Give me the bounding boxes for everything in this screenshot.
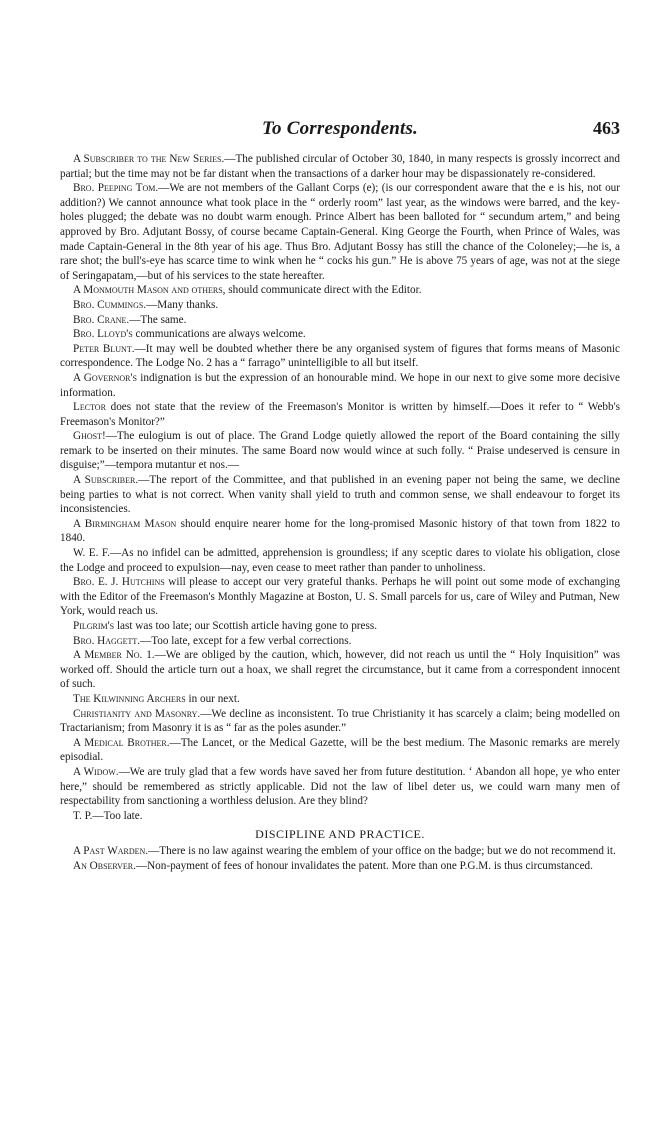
correspondent-name: A Past Warden. (73, 844, 149, 857)
entry-text: —The published circular of October 30, 1840, in many respects is grossly incorrect and partial; but the time may not be far distant when the transactions of a darker hour may be dispassionately re-considered. (60, 153, 620, 180)
entry-text: —Too late. (92, 809, 143, 822)
correspondent-entry (60, 634, 620, 649)
correspondent-name: The Kilwinning Archers (73, 692, 186, 705)
correspondent-entry (60, 707, 620, 736)
correspondent-name: Ghost! (73, 430, 106, 443)
entry-text: indignation is but the expression of an honourable mind. We hope in our next to give some more decisive information. (60, 371, 620, 399)
correspondent-entry (60, 765, 620, 809)
running-title: To Correspondents. (262, 118, 418, 139)
correspondent-name: A Subscriber. (73, 474, 139, 487)
correspondent-entry (60, 546, 620, 575)
entry-text: —Too late, except for a few verbal corrections. (140, 634, 352, 647)
correspondent-name: A Governor's (73, 371, 137, 384)
entry-text: —The report of the Committee, and that published in an evening paper not being the same, we decline being parties to what is not correct. When vanity shall yield to truth and common sense, we shall endeavour to forget its inconsistencies. (60, 474, 620, 516)
correspondent-name: A Birmingham Mason (73, 517, 177, 530)
correspondent-entry (60, 371, 620, 400)
entry-text: should enquire nearer home for the long-promised Masonic history of that town from 1822 to 1840. (60, 517, 620, 545)
correspondent-entry (60, 575, 620, 619)
entry-text: —It may well be doubted whether there be any organised system of figures that forms means of Masonic correspondence. The Lodge No. 2 has a “ farrago” unintelligible to all but itself. (60, 342, 620, 370)
entry-text: communications are always welcome. (132, 328, 306, 341)
correspondent-name: Bro. E. J. Hutchins (73, 576, 165, 589)
entry-text: —We are truly glad that a few words have saved her from future destitution. ‘ Abandon all hope, ye who enter here,” should be remembered as strictly applicable. Did not the law of libel deter us, we could warn many men of respectability from sanctioning a worthless delusion. Are they blind? (60, 765, 620, 808)
correspondent-entry (60, 283, 620, 298)
correspondent-name: Bro. Lloyd's (73, 328, 133, 341)
correspondent-entry (60, 473, 620, 517)
entry-text: —There is no law against wearing the emblem of your office on the badge; but we do not recommend it. (148, 844, 616, 857)
correspondent-entry (60, 517, 620, 546)
correspondent-entry (60, 327, 620, 342)
correspondent-name: A Monmouth Mason and others, (73, 284, 226, 297)
correspondent-name: Bro. Peeping Tom. (73, 182, 159, 195)
correspondent-entry (60, 429, 620, 473)
entry-text: last was too late; our Scottish article having gone to press. (114, 620, 377, 632)
correspondent-name: A Subscriber to the New Series. (73, 153, 225, 165)
correspondent-name: An Observer. (73, 859, 136, 872)
correspondent-entry (60, 181, 620, 283)
correspondent-name: Peter Blunt. (73, 342, 135, 355)
correspondent-name: Pilgrim's (73, 620, 115, 632)
correspondent-entry (60, 342, 620, 371)
entries-list (60, 152, 620, 823)
correspondent-entry (60, 859, 620, 874)
correspondent-name: W. E. F. (73, 547, 110, 560)
page-header (60, 118, 620, 148)
correspondent-entry (60, 298, 620, 313)
correspondent-entry (60, 736, 620, 765)
entry-text: will please to accept our very grateful thanks. Perhaps he will point out some mode of exchanging with the Editor of the Freemason's Monthly Magazine at Boston, U. S. Small parcels for us, care of Wiley and Putman, New York, would reach us. (60, 576, 620, 618)
correspondent-entry (60, 152, 620, 181)
correspondent-entry (60, 400, 620, 429)
correspondent-name: A Widow. (73, 765, 119, 778)
entry-text: does not state that the review of the Freemason's Monitor is written by himself.—Does it refer to “ Webb's Freemason's Monitor?” (60, 401, 620, 428)
entry-text: —We are not members of the Gallant Corps (e); (is our correspondent aware that the e is his, not our addition?) We cannot announce what took place in the “ orderly room” last year, as the windows were barred, and the key-holes plugged; the debate was no doubt warm enough. Prince Albert has been balloted for “ secundum artem,” and being approved by Bro. Adjutant Bossy, of course became Captain-General. King George the Fourth, when Prince of Wales, was made Captain-General in the 8th year of his age. Thus Bro. Adjutant Bossy has still the chance of the Coloneley;—he is, a rare shot; the bull's-eye has scarce time to wink when he “ cocks his gun.” He is above 75 years of age, was not at the siege of Seringapatam,—but of his services to the state hereafter. (60, 182, 620, 282)
page-number: 463 (593, 118, 620, 138)
entry-text: —Non-payment of fees of honour invalidates the patent. More than one P.G.M. is thus circumstanced. (135, 859, 593, 872)
correspondent-entry (60, 809, 620, 824)
correspondence-body (60, 152, 620, 873)
correspondent-name: Bro. Crane. (73, 313, 130, 326)
entry-text: in our next. (185, 692, 240, 705)
correspondent-name: Bro. Cummings. (73, 298, 147, 311)
entry-text: —As no infidel can be admitted, apprehension is groundless; if any sceptic dares to violate his obligation, close the Lodge and proceed to expulsion—nay, even cease to meet rather than pander to unholiness. (60, 547, 620, 574)
correspondent-name: A Member No. 1. (73, 649, 155, 662)
section-heading: DISCIPLINE AND PRACTICE. (255, 827, 425, 842)
correspondent-entry (60, 692, 620, 707)
correspondent-name: Christianity and Masonry. (73, 707, 201, 720)
entry-text: —Many thanks. (146, 298, 219, 311)
correspondent-name: Bro. Haggett. (73, 634, 141, 647)
correspondent-name: Lector (73, 401, 106, 414)
entry-text: —We are obliged by the caution, which, however, did not reach us until the “ Holy Inquisition” was worked off. Should the article turn out a hoax, we shall regret the circumstance, but it came from a correspondent innocent of such. (60, 649, 621, 691)
correspondent-entry (60, 313, 620, 328)
correspondent-name: T. P. (73, 809, 93, 822)
entry-text: —The Lancet, or the Medical Gazette, will be the best medium. The Masonic remarks are merely episodial. (60, 736, 620, 764)
entry-text: should communicate direct with the Editor. (225, 284, 422, 297)
entry-text: —The eulogium is out of place. The Grand Lodge quietly allowed the report of the Board containing the silly remark to be inserted on their minutes. The same Board now would wince at such folly. “ Praise undeserved is censure in disguise;”—tempora mutantur et nos.— (60, 430, 620, 472)
correspondent-name: A Medical Brother. (73, 736, 170, 749)
correspondent-entry (60, 648, 620, 692)
section-entries-list (60, 844, 620, 873)
entry-text: —The same. (129, 313, 187, 326)
correspondent-entry (60, 844, 620, 859)
entry-text: —We decline as inconsistent. To true Christianity it has scarcely a claim; being modelled on Tractarianism; from Masonry it is as “ far as the poles asunder.” (60, 707, 620, 735)
correspondent-entry (60, 619, 620, 634)
